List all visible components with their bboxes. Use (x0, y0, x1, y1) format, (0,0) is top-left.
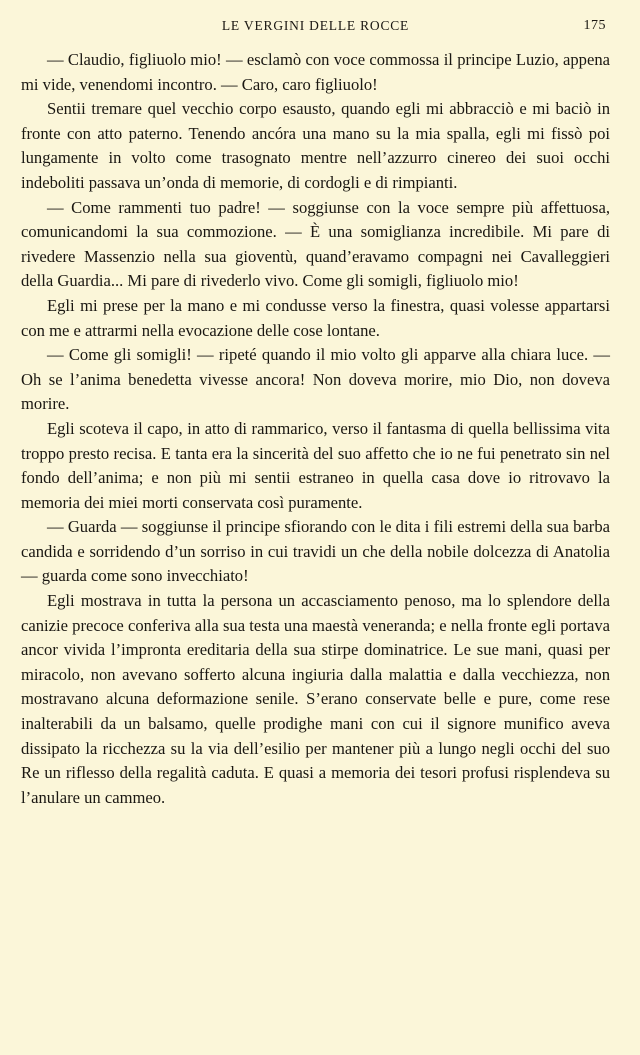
paragraph-3: — Come rammenti tuo padre! — soggiunse con la voce sempre più affettuosa, comunicandomi la sua commozione. — È una somiglianza incredibile. Mi pare di rivedere Massenzio nella sua gioventù, quand’eravamo compagni nei Cavalleggieri della Guardia... Mi pare di rivederlo vivo. Come gli somigli, figliuolo mio! (21, 197, 610, 291)
paragraph-8: Egli mostrava in tutta la persona un accasciamento penoso, ma lo splendore della canizie precoce conferiva alla sua testa una maestà veneranda; e nella fronte egli portava ancor vivida l’impronta ereditaria della sua stirpe dominatrice. Le sue mani, quasi per miracolo, non avevano sofferto alcuna ingiuria dalla malattia e dalla vecchiezza, non mostravano alcuna deformazione senile. S’erano conservate belle e pure, come rese inalterabili da un balsamo, quelle prodighe mani con cui il signore munifico aveva dissipato la ricchezza su la via dell’esilio per mantener più a lungo negli occhi del suo Re un riflesso della regalità caduta. E quasi a memoria dei tesori profusi risplendeva su l’anulare un cammeo. (21, 591, 610, 807)
paragraph-1: — Claudio, figliuolo mio! — esclamò con voce commossa il principe Luzio, appena mi vide, venendomi incontro. — Caro, caro figliuolo! (21, 50, 610, 94)
text-block (21, 48, 610, 810)
paragraph-7: — Guarda — soggiunse il principe sfiorando con le dita i fili estremi della sua barba candida e sorridendo d’un sorriso in cui travidi un che della nobile dolcezza di Anatolia — guarda come sono invecchiato! (21, 517, 610, 586)
paragraph-2: Sentii tremare quel vecchio corpo esausto, quando egli mi abbracciò e mi baciò in fronte con atto paterno. Tenendo ancóra una mano su la mia spalla, egli mi fissò poi lungamente in volto come trasognato mentre nell’azzurro cinereo dei suoi occhi indeboliti passava un’onda di memorie, di cordogli e di rimpianti. (21, 99, 610, 192)
paragraph-6: Egli scoteva il capo, in atto di rammarico, verso il fantasma di quella bellissima vita troppo presto recisa. E tanta era la sincerità del suo affetto che io ne fui penetrato sin nel fondo dell’anima; e non più mi sentii estraneo in quella casa dove io ritrovavo la memoria dei miei morti conservata così puramente. (21, 418, 610, 512)
page-number: 175 (583, 18, 606, 33)
paragraph-5: — Come gli somigli! — ripeté quando il mio volto gli apparve alla chiara luce. — Oh se l’anima benedetta vivesse ancora! Non doveva morire, mio Dio, non doveva morire. (21, 345, 610, 414)
running-head (21, 14, 610, 42)
paragraph-4: Egli mi prese per la mano e mi condusse verso la finestra, quasi volesse appartarsi con me e attrarmi nella evocazione delle cose lontane. (21, 295, 610, 340)
running-title: LE VERGINI DELLE ROCCE (221, 18, 410, 33)
